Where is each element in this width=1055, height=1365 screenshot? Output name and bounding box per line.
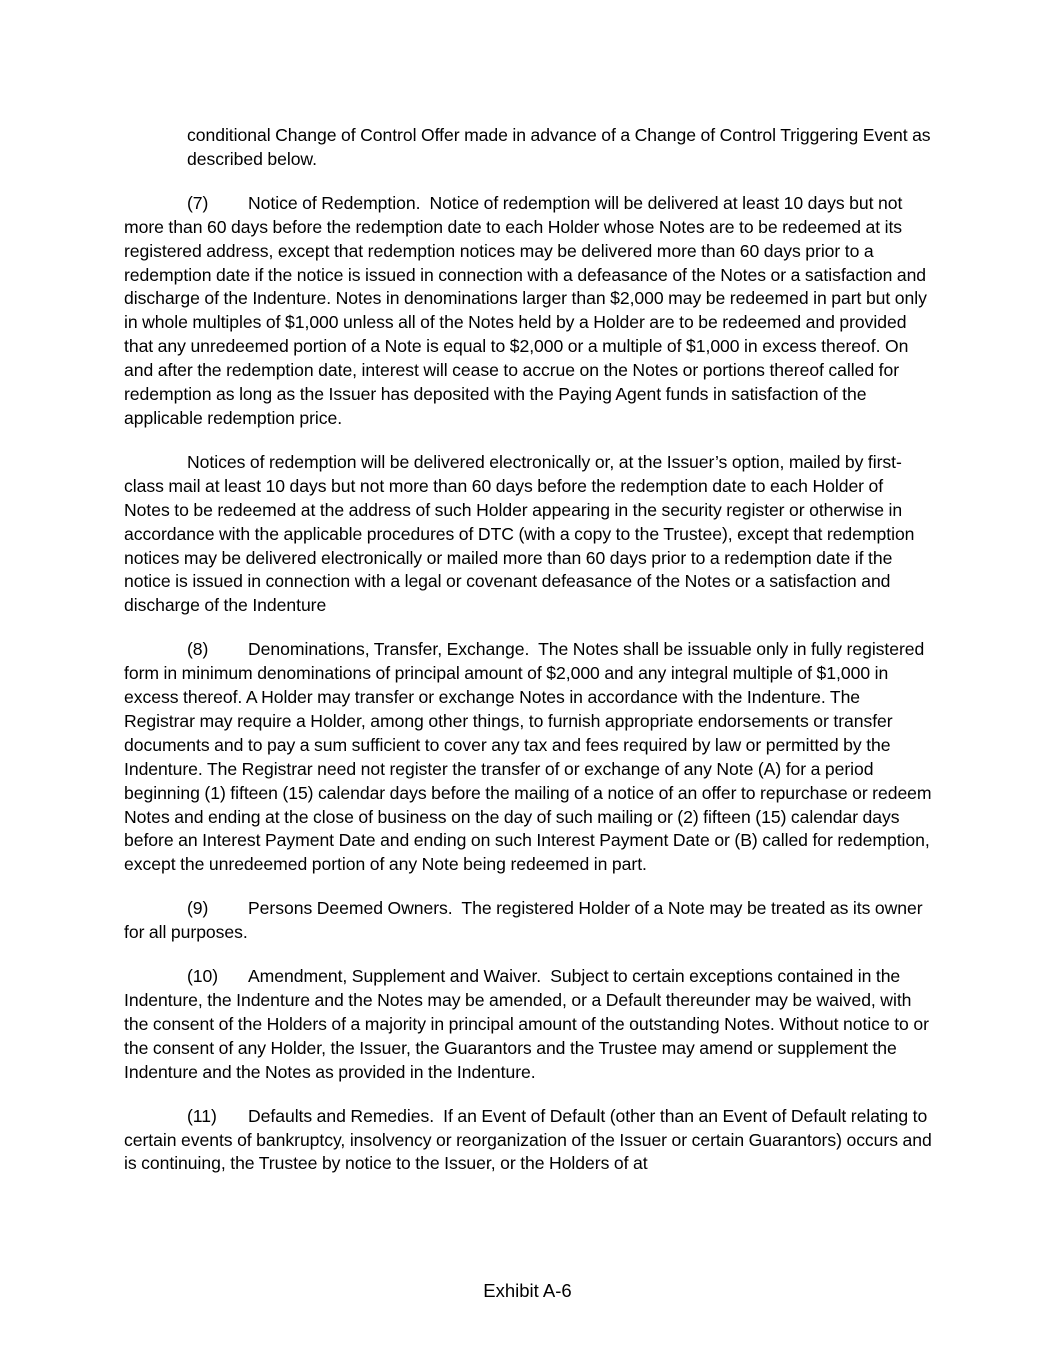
section-number: (11) [187,1105,217,1126]
section-11-paragraph [124,1105,932,1177]
section-body: Notice of redemption will be delivered at least 10 days but not more than 60 days before the redemption date to each Holder whose Notes are to be redeemed at its registered address, except that redemption notices may be delivered more than 60 days prior to a redemption date if the notice is issued in connection with a defeasance of the Notes or a satisfaction and discharge of the Indenture. Notes in denominations larger than $2,000 may be redeemed in part but only in whole multiples of $1,000 unless all of the Notes held by a Holder are to be redeemed and provided that any unredeemed portion of a Note is equal to $2,000 or a multiple of $1,000 in excess thereof. On and after the redemption date, interest will cease to accrue on the Notes or portions thereof called for redemption as long as the Issuer has deposited with the Paying Agent funds in satisfaction of the applicable redemption price. [124,192,927,428]
document-body [124,124,932,1196]
section-body: The Notes shall be issuable only in fully registered form in minimum denominations of principal amount of $2,000 and any integral multiple of $1,000 in excess thereof. A Holder may transfer or exchange Notes in accordance with the Indenture. The Registrar may require a Holder, among other things, to furnish appropriate endorsements or transfer documents and to pay a sum sufficient to cover any tax and fees required by law or permitted by the Indenture. The Registrar need not register the transfer of or exchange of any Note (A) for a period beginning (1) fifteen (15) calendar days before the mailing of a notice of an offer to repurchase or redeem Notes and ending at the close of business on the day of such mailing or (2) fifteen (15) calendar days before an Interest Payment Date and ending on such Interest Payment Date or (B) called for redemption, except the unredeemed portion of any Note being redeemed in part. [124,639,932,875]
section-number: (9) [187,898,209,919]
section-heading: Persons Deemed Owners. [248,898,453,919]
section-number: (7) [187,192,209,213]
paragraph-body: Notices of redemption will be delivered electronically or, at the Issuer’s option, mailed by first-class mail at least 10 days but not more than 60 days before the redemption date to each Holder of Notes to be redeemed at the address of such Holder appearing in the security register or otherwise in accordance with the applicable procedures of DTC (with a copy to the Trustee), except that redemption notices may be delivered electronically or mailed more than 60 days prior to a redemption date if the notice is issued in connection with a legal or covenant defeasance of the Notes or a satisfaction and discharge of the Indenture [124,451,915,616]
section-number: (10) [187,966,219,987]
page-footer: Exhibit A-6 [483,1280,572,1301]
section-body: If an Event of Default (other than an Event of Default relating to certain events of bankruptcy, insolvency or reorganization of the Issuer or certain Guarantors) occurs and is continuing, the Trustee by notice to the Issuer, or the Holders of at [124,1105,932,1174]
continuation-paragraph: conditional Change of Control Offer made in advance of a Change of Control Triggering Event as described below. [187,125,931,169]
section-body: The registered Holder of a Note may be treated as its owner for all purposes. [124,898,923,943]
section-9-paragraph [124,897,932,945]
section-heading: Notice of Redemption. [248,192,421,213]
section-7-paragraph [124,192,932,431]
section-number: (8) [187,639,209,660]
section-10-paragraph [124,965,932,1085]
section-body: Subject to certain exceptions contained in the Indenture, the Indenture and the Notes may be amended, or a Default thereunder may be waived, with the consent of the Holders of a majority in principal amount of the outstanding Notes. Without notice to or the consent of any Holder, the Issuer, the Guarantors and the Trustee may amend or supplement the Indenture and the Notes as provided in the Indenture. [124,966,929,1082]
redemption-notice-paragraph [124,451,932,618]
section-8-paragraph [124,638,932,877]
section-heading: Denominations, Transfer, Exchange. [248,639,530,660]
section-heading: Amendment, Supplement and Waiver. [248,966,542,987]
section-heading: Defaults and Remedies. [248,1105,435,1126]
